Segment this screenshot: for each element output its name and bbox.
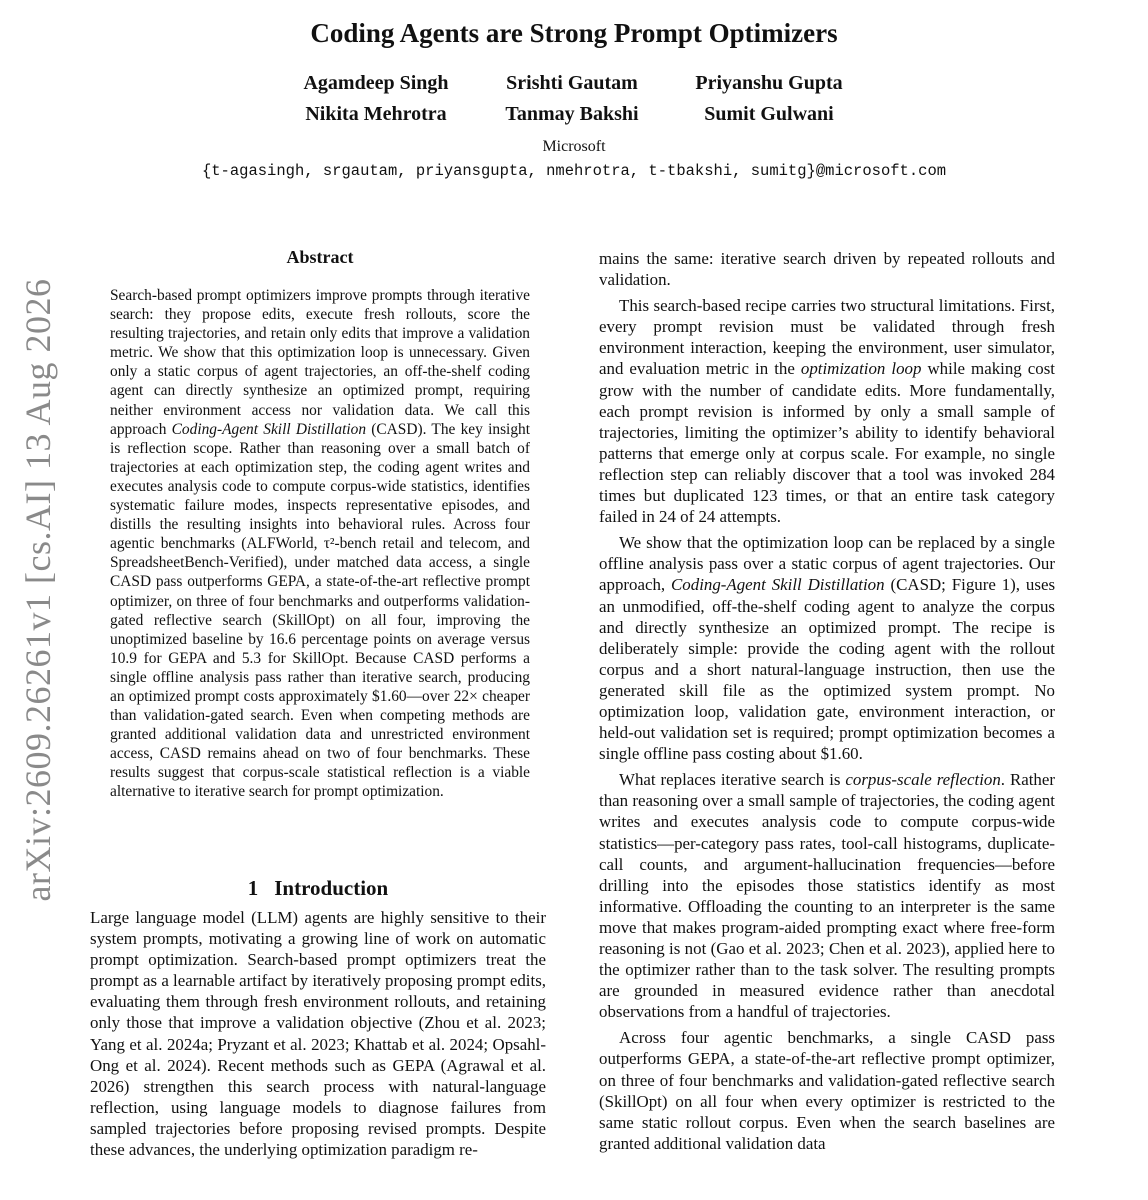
paper-title: Coding Agents are Strong Prompt Optimizers bbox=[310, 18, 838, 48]
abstract-body: Search-based prompt optimizers improve prompts through iterative search: they propose edits, execute fresh rollouts, score the resulting trajectories, and retain only edits that improve a validation metric. We show that this optimization loop is unnecessary. Given only a static corpus of agent trajectories, an off-the-shelf coding agent can directly synthesize an optimized prompt, requiring neither environment access nor validation data. We call this approach Coding-Agent Skill Distillation (CASD). The key insight is reflection scope. Rather than reasoning over a small batch of trajectories at each optimization step, the coding agent writes and executes analysis code to compute corpus-wide statistics, identifies systematic failure modes, inspects representative episodes, and distills the resulting insights into behavioral rules. Across four agentic benchmarks (ALFWorld, τ²-bench retail and telecom, and SpreadsheetBench-Verified), under matched data access, a single CASD pass outperforms GEPA, a state-of-the-art reflective prompt optimizer, on three of four benchmarks and outperforms validation-gated reflective search (SkillOpt) on all four, improving the unoptimized baseline by 16.6 percentage points on average versus 10.9 for GEPA and 5.3 for SkillOpt. Because CASD performs a single offline analysis pass rather than iterative search, producing an optimized prompt costs approximately $1.60—over 22× cheaper than validation-gated search. Even when competing methods are granted additional validation data and unrestricted environment access, CASD remains ahead on two of four benchmarks. These results suggest that corpus-scale statistical reflection is a viable alternative to iterative search for prompt optimization. bbox=[110, 287, 531, 801]
paragraph: We show that the optimization loop can be replaced by a single offline analysis pass over a static corpus of agent trajectories. Our approach, Coding-Agent Skill Distillation (CASD; Figure 1), uses an unmodified, off-the-shelf coding agent to analyze the corpus and directly synthesize an optimized prompt. The recipe is deliberately simple: provide the coding agent with the rollout corpus and a short natural-language instruction, then use the generated skill file as the optimized system prompt. No optimization loop, validation gate, environment interaction, or held-out validation set is required; prompt optimization becomes a single offline pass costing about $1.60. bbox=[599, 533, 1056, 764]
author-name: Agamdeep Singh bbox=[303, 72, 449, 94]
paragraph: This search-based recipe carries two structural limitations. First, every prompt revision must be validated through fresh environment interaction, keeping the environment, user simulator, and evaluation metric in the optimization loop while making cost grow with the number of candidate edits. More fundamentally, each prompt revision is informed by only a small sample of trajectories, limiting the optimizer’s ability to identify behavioral patterns that emerge only at corpus scale. For example, no single reflection step can reliably discover that a tool was invoked 284 times but duplicated 123 times, or that an entire task category failed in 24 of 24 attempts. bbox=[599, 296, 1055, 527]
intro-left-column: Large language model (LLM) agents are highly sensitive to their system prompts, motivating a growing line of work on automatic prompt optimization. Search-based prompt optimizers treat the prompt as a learnable artifact by iteratively proposing prompt edits, evaluating them through fresh environment rollouts, and retaining only those that improve a validation objective (Zhou et al. 2023; Yang et al. 2024a; Pryzant et al. 2023; Khattab et al. 2024; Opsahl-Ong et al. 2024). Recent methods such as GEPA (Agrawal et al. 2026) strengthen this search process with natural-language reflection, using language models to diagnose failures from sampled trajectories before proposing revised prompts. Despite these advances, the underlying optimization paradigm re- bbox=[90, 908, 546, 1160]
author-name: Sumit Gulwani bbox=[704, 103, 834, 125]
affiliation: Microsoft bbox=[542, 138, 606, 155]
paragraph: Across four agentic benchmarks, a single CASD pass outperforms GEPA, a state-of-the-art reflective prompt optimizer, on three of four benchmarks and validation-gated reflective search (SkillOpt) on all four when every optimizer is restricted to the same static rollout corpus. Even when the search baselines are granted additional validation data bbox=[599, 1028, 1055, 1153]
author-row-1 bbox=[0, 72, 1148, 102]
intro-right-column bbox=[599, 248, 1055, 1159]
author-name: Srishti Gautam bbox=[506, 72, 638, 94]
author-row-2 bbox=[0, 103, 1148, 133]
paragraph: mains the same: iterative search driven by repeated rollouts and validation. bbox=[599, 249, 1055, 290]
section-heading-introduction: 1 Introduction bbox=[247, 876, 389, 900]
paragraph: What replaces iterative search is corpus-scale reflection. Rather than reasoning over a small sample of trajectories, the coding agent writes and executes analysis code to compute corpus-wide statistics—per-category pass rates, tool-call histograms, duplicate-call counts, and argument-hallucination frequencies—before drilling into the episodes those statistics identify as most informative. Offloading the counting to an interpreter is the same move that makes program-aided prompting exact where free-form reasoning is not (Gao et al. 2023; Chen et al. 2023), applied here to the optimizer rather than to the task solver. The resulting prompts are grounded in measured evidence rather than anecdotal observations from a handful of trajectories. bbox=[599, 770, 1055, 1022]
author-name: Priyanshu Gupta bbox=[695, 72, 843, 94]
author-name: Tanmay Bakshi bbox=[505, 103, 639, 125]
author-name: Nikita Mehrotra bbox=[305, 103, 447, 125]
author-emails: {t-agasingh, srgautam, priyansgupta, nmehrotra, t-tbakshi, sumitg}@microsoft.com bbox=[201, 162, 947, 180]
arxiv-identifier: arXiv:2609.26261v1 [cs.AI] 13 Aug 2026 bbox=[18, 278, 58, 902]
abstract-heading: Abstract bbox=[286, 247, 354, 267]
